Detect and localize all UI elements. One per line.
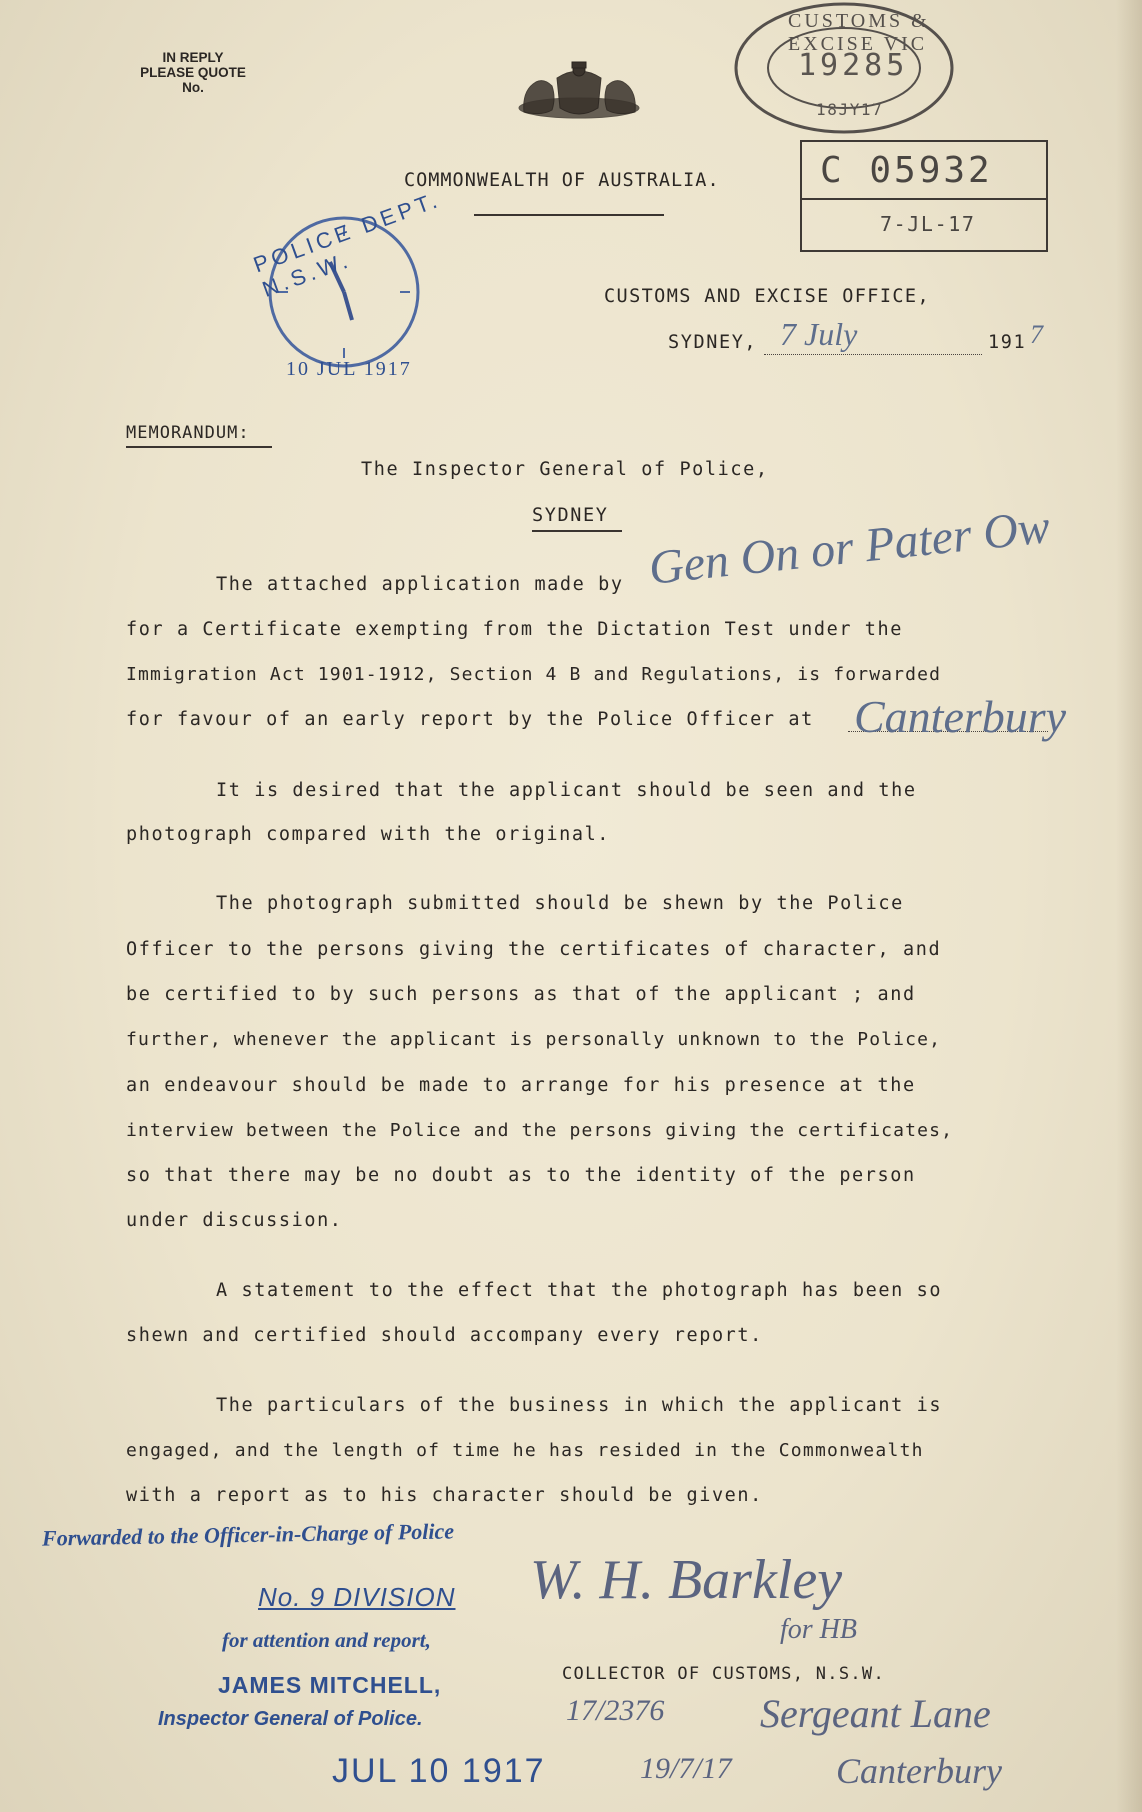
para3-line8: under discussion. — [126, 1210, 343, 1231]
year-printed: 191 — [988, 332, 1027, 353]
para3-line7: so that there may be no doubt as to the identity of the person — [126, 1165, 916, 1186]
para5-line1: The particulars of the business in which the applicant is — [216, 1395, 943, 1416]
para1-line1: The attached application made by — [216, 574, 624, 595]
attention-stamp: for attention and report, — [222, 1628, 431, 1652]
customs-oval-stamp — [728, 2, 960, 142]
para4-line1: A statement to the effect that the photograph has been so — [216, 1280, 943, 1301]
addressee-title: The Inspector General of Police, — [361, 459, 769, 480]
reference-date-handwritten: 19/7/17 — [640, 1752, 732, 1785]
collector-title: COLLECTOR OF CUSTOMS, N.S.W. — [562, 1664, 885, 1684]
sergeant-place: Canterbury — [836, 1751, 1002, 1791]
para4-line2: shewn and certified should accompany every report. — [126, 1325, 763, 1346]
memorandum-underline — [126, 446, 272, 448]
city-label: SYDNEY, — [668, 332, 758, 353]
file-stamp-divider — [802, 198, 1046, 200]
reply-reference-block — [118, 50, 268, 95]
para3-line4: further, whenever the applicant is personally unknown to the Police, — [126, 1029, 942, 1050]
police-ring-text: POLICE DEPT. N.S.W. — [250, 186, 444, 302]
para5-line2: engaged, and the length of time he has resided in the Commonwealth — [126, 1440, 924, 1461]
para1-line3: Immigration Act 1901-1912, Section 4 B and Regulations, is forwarded — [126, 664, 942, 685]
para2-line2: photograph compared with the original. — [126, 824, 611, 845]
para1-line4: for favour of an early report by the Police Officer at — [126, 709, 814, 730]
reply-line-2: PLEASE QUOTE — [140, 65, 246, 80]
location-handwritten: Canterbury — [854, 691, 1067, 742]
para3-line5: an endeavour should be made to arrange for his presence at the — [126, 1075, 916, 1096]
inspector-name-stamp: JAMES MITCHELL, — [218, 1672, 442, 1698]
memorandum-label: MEMORANDUM: — [126, 423, 250, 443]
collector-signature: W. H. Barkley — [530, 1549, 843, 1611]
division-stamp: No. 9 DIVISION — [258, 1582, 456, 1612]
forwarded-stamp-line: Forwarded to the Officer-in-Charge of Police — [41, 1518, 455, 1551]
customs-stamp-date: 18JY17 — [816, 100, 884, 119]
office-name: CUSTOMS AND EXCISE OFFICE, — [604, 286, 930, 307]
date-dotted-line — [764, 354, 982, 355]
applicant-name-handwritten: Gen On or Pater Ow — [646, 500, 1053, 595]
year-handwritten: 7 — [1030, 320, 1043, 349]
file-number-stamp — [800, 140, 1048, 252]
heading-underline — [474, 214, 664, 216]
file-number: C 05932 — [820, 150, 993, 191]
country-heading: COMMONWEALTH OF AUSTRALIA. — [404, 170, 720, 191]
para2-line1: It is desired that the applicant should be seen and the — [216, 780, 917, 801]
addressee-city: SYDNEY — [532, 505, 609, 526]
addressee-city-underline — [532, 530, 622, 532]
customs-stamp-number: 19285 — [798, 48, 909, 83]
para3-line1: The photograph submitted should be shewn by the Police — [216, 893, 904, 914]
para3-line6: interview between the Police and the persons giving the certificates, — [126, 1120, 954, 1141]
para5-line3: with a report as to his character should be given. — [126, 1485, 763, 1506]
page-edge-shadow — [1116, 0, 1142, 1812]
sergeant-signature: Sergeant Lane — [760, 1691, 991, 1736]
para1-line2: for a Certificate exempting from the Dictation Test under the — [126, 619, 904, 640]
reference-number-handwritten: 17/2376 — [566, 1694, 665, 1727]
para3-line3: be certified to by such persons as that of the applicant ; and — [126, 984, 916, 1005]
customs-ring-text: CUSTOMS & EXCISE VIC — [788, 10, 930, 55]
collector-initials: for HB — [780, 1614, 857, 1645]
file-date: 7-JL-17 — [880, 212, 976, 236]
reply-line-1: IN REPLY — [162, 50, 224, 65]
reply-line-3: No. — [182, 80, 204, 95]
inspector-title-stamp: Inspector General of Police. — [158, 1708, 423, 1730]
date-handwritten: 7 July — [780, 316, 858, 352]
police-clock-stamp — [240, 186, 450, 390]
police-stamp-date: 10 JUL 1917 — [286, 358, 412, 380]
footer-date-stamp: JUL 10 1917 — [332, 1752, 546, 1790]
coat-of-arms-emblem — [512, 58, 647, 130]
para3-line2: Officer to the persons giving the certificates of character, and — [126, 939, 942, 960]
